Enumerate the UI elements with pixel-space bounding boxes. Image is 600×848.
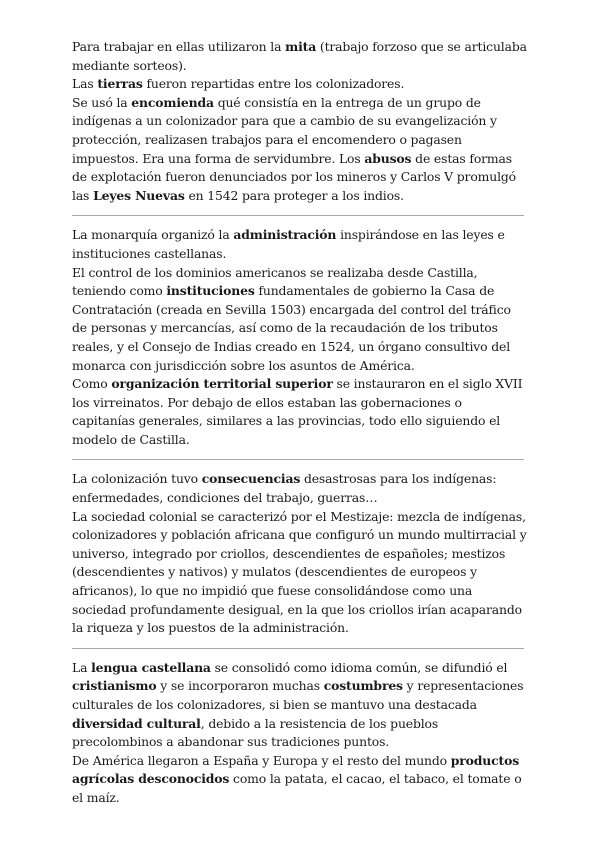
section-divider: [72, 459, 524, 460]
bold-term: lengua castellana: [91, 659, 211, 675]
text-run: , debido a la resistencia de los pueblos precolombinos a abandonar sus tradiciones puntos.: [72, 715, 439, 750]
text-run: fundamentales de gobierno la Casa de Contratación (creada en Sevilla 1503) encargada del control del tráfico de personas y mercancías, así como de la recaudación de los tributos reales, y el Consejo de Indias creado en 1524, un órgano consultivo del monarca con jurisdicción sobre los asuntos de América.: [72, 283, 511, 373]
text-run: en 1542 para proteger a los indios.: [184, 187, 404, 203]
paragraph: [72, 470, 528, 507]
text-run: y representaciones culturales de los colonizadores, si bien se mantuvo una destacada: [72, 678, 524, 712]
bold-term: tierras: [97, 76, 143, 92]
text-run: Las: [72, 76, 98, 92]
bold-term: instituciones: [166, 283, 255, 299]
section-administracion: [72, 226, 528, 449]
text-run: se instauraron en el siglo XVII los virreinatos. Por debajo de ellos estaban las gobernaciones o capitanías generales, similares a las provincias, todo ello siguiendo el modelo de Castilla.: [72, 376, 523, 447]
bold-term: administración: [233, 227, 337, 243]
text-run: como la patata, el cacao, el tabaco, el tomate o el maíz.: [72, 771, 522, 805]
text-run: fueron repartidas entre los colonizadores.: [142, 76, 405, 92]
paragraph: [72, 38, 528, 75]
bold-term: costumbres: [323, 678, 403, 694]
text-run: La colonización tuvo: [72, 471, 202, 487]
text-run: inspirándose en las leyes e instituciones castellanas.: [72, 227, 505, 261]
text-run: La: [72, 659, 92, 675]
bold-term: organización territorial superior: [111, 376, 333, 392]
paragraph: [72, 264, 528, 376]
paragraph: [72, 226, 528, 263]
text-run: desastrosas para los indígenas: enfermedades, condiciones del trabajo, guerras…: [72, 471, 497, 506]
text-run: (trabajo forzoso que se articulaba mediante sorteos).: [72, 39, 527, 73]
document-page: [72, 38, 528, 808]
text-run: y se incorporaron muchas: [156, 678, 324, 694]
bold-term: encomienda: [131, 94, 214, 110]
text-run: Como: [72, 376, 112, 392]
text-run: se consolidó como idioma común, se difundió el: [210, 659, 508, 675]
bold-term: abusos: [364, 150, 412, 166]
bold-term: consecuencias: [201, 471, 301, 487]
text-run: Se usó la: [72, 94, 132, 110]
paragraph: [72, 375, 528, 449]
paragraph: [72, 659, 528, 752]
section-explotacion: [72, 38, 528, 205]
bold-term: cristianismo: [72, 678, 157, 694]
paragraph: [72, 75, 528, 94]
bold-term: Leyes Nuevas: [93, 187, 185, 203]
text-run: de estas formas de explotación fueron denunciados por los mineros y Carlos V promulgó las: [72, 150, 516, 203]
section-divider: [72, 215, 524, 216]
paragraph: [72, 508, 528, 638]
bold-term: productos agrícolas desconocidos: [72, 752, 520, 787]
text-run: La sociedad colonial se caracterizó por el Mestizaje: mezcla de indígenas, colonizadores y población africana que configuró un mundo multirracial y universo, integrado por criollos, descendientes de españoles; mestizos (descendientes y nativos) y mulatos (descendientes de europeos y africanos), lo que no impidió que fuese consolidándose como una sociedad profundamente desigual, en la que los criollos irían acaparando la riqueza y los puestos de la administración.: [72, 508, 527, 636]
section-cultura: [72, 659, 528, 808]
text-run: De América llegaron a España y Europa y el resto del mundo: [72, 752, 451, 768]
section-consecuencias: [72, 470, 528, 637]
bold-term: diversidad cultural: [72, 715, 201, 731]
text-run: La monarquía organizó la: [72, 227, 234, 243]
section-divider: [72, 648, 524, 649]
text-run: qué consistía en la entrega de un grupo de indígenas a un colonizador para que a cambio de su evangelización y protección, realizasen trabajos para el encomendero o pagasen impuestos. Era una forma de servidumbre. Los: [72, 94, 497, 166]
text-run: El control de los dominios americanos se realizaba desde Castilla, teniendo como: [72, 264, 478, 299]
text-run: Para trabajar en ellas utilizaron la: [72, 39, 286, 54]
paragraph: [72, 752, 528, 808]
paragraph: [72, 94, 528, 206]
bold-term: mita: [285, 39, 317, 54]
